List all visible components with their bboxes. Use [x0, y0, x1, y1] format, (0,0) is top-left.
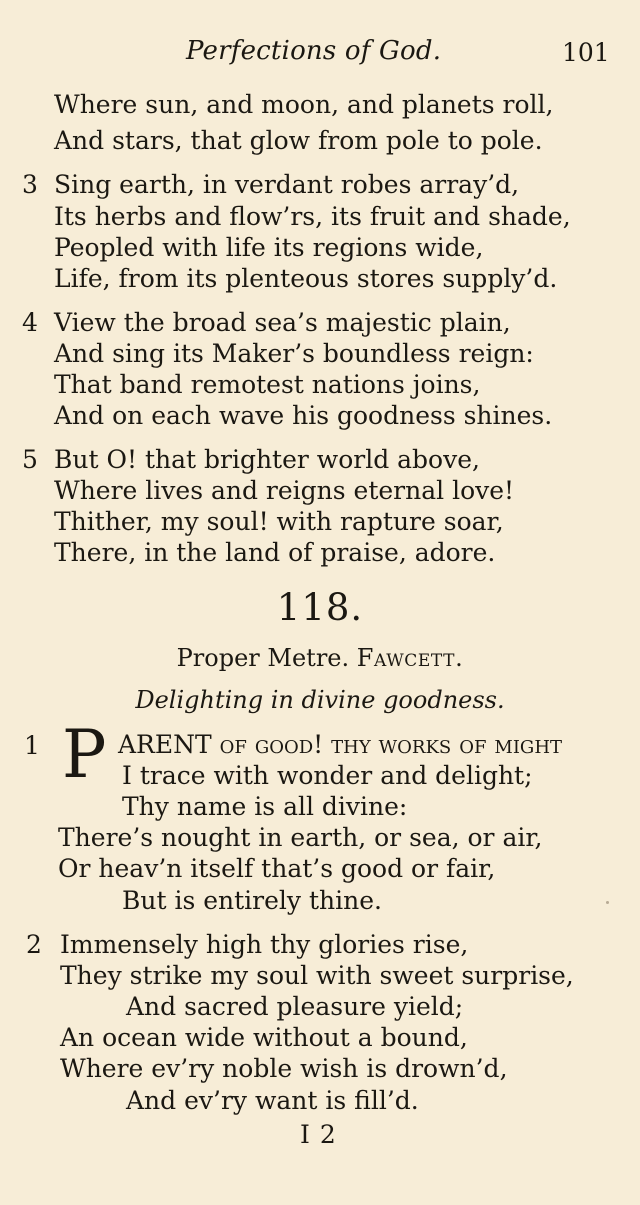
verse-line: Where ev’ry noble wish is drown’d, — [60, 1054, 508, 1083]
metre: Proper Metre. — [176, 644, 350, 672]
verse-line: And ev’ry want is fill’d. — [126, 1086, 419, 1115]
verse-line: But O! that brighter world above, — [54, 445, 480, 474]
verse-line: Sing earth, in verdant robes array’d, — [54, 170, 520, 199]
hymn-number: 118. — [276, 586, 364, 629]
verse-line: They strike my soul with sweet surprise, — [60, 961, 574, 990]
verse-line: An ocean wide without a bound, — [60, 1023, 468, 1052]
stanza-number: 4 — [22, 308, 38, 337]
stanza-number: 5 — [22, 445, 38, 474]
page-number: 101 — [562, 38, 610, 67]
verse-line: And sacred pleasure yield; — [126, 992, 464, 1021]
verse-line: I trace with wonder and delight; — [122, 761, 533, 790]
verse-line: And sing its Maker’s boundless reign: — [54, 339, 534, 368]
stanza-number: 3 — [22, 170, 38, 199]
verse-line: Or heav’n itself that’s good or fair, — [58, 854, 496, 883]
drop-cap: P — [62, 716, 107, 793]
verse-line: Where sun, and moon, and planets roll, — [54, 90, 554, 119]
signature-mark: I 2 — [300, 1120, 337, 1149]
verse-line: There’s nought in earth, or sea, or air, — [58, 823, 543, 852]
verse-line: And stars, that glow from pole to pole. — [54, 126, 543, 155]
paper-speck — [606, 901, 609, 904]
running-head — [0, 32, 640, 72]
metre-line — [0, 646, 640, 670]
verse-line: Peopled with life its regions wide, — [54, 233, 484, 262]
verse-line: Where lives and reigns eternal love! — [54, 476, 515, 505]
verse-line: That band remotest nations joins, — [54, 370, 481, 399]
running-title: Perfections of God. — [186, 36, 442, 66]
verse-line: Life, from its plenteous stores supply’d. — [54, 264, 558, 293]
verse-line: There, in the land of praise, adore. — [54, 538, 496, 567]
verse-line: Thy name is all divine: — [122, 792, 408, 821]
verse-line: ARENT of good! thy works of might — [118, 730, 563, 759]
verse-line: View the broad sea’s majestic plain, — [54, 308, 511, 337]
hymn-subtitle: Delighting in divine goodness. — [135, 686, 505, 714]
stanza-number: 2 — [26, 930, 42, 959]
author: Fawcett. — [356, 644, 464, 672]
verse-line: Its herbs and flow’rs, its fruit and shade, — [54, 202, 571, 231]
verse-line: And on each wave his goodness shines. — [54, 401, 553, 430]
verse-line: But is entirely thine. — [122, 886, 382, 915]
stanza-number: 1 — [24, 731, 40, 760]
verse-line: Thither, my soul! with rapture soar, — [54, 507, 504, 536]
verse-line: Immensely high thy glories rise, — [60, 930, 469, 959]
